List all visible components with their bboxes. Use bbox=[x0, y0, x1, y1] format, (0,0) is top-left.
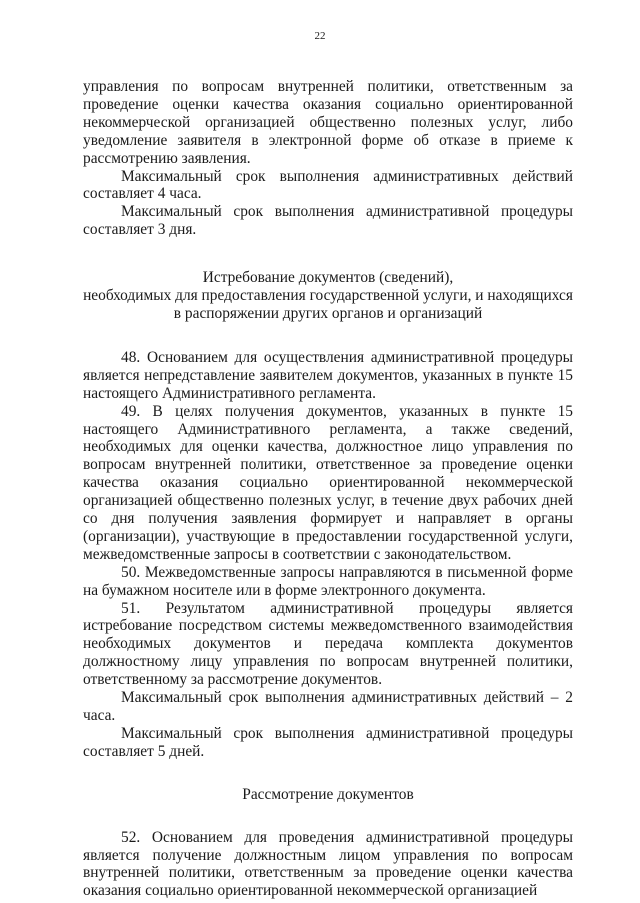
paragraph-51: 51. Результатом административной процедуры является истребование посредством системы межведомственного взаимодействия необходимых документов и передача комплекта документов должностному лицу управления по вопросам внутренней политики, ответственному за рассмотрение документов. bbox=[83, 599, 573, 689]
spacer bbox=[83, 761, 573, 786]
heading-line: в распоряжении других органов и организаций bbox=[173, 304, 483, 322]
paragraph-49: 49. В целях получения документов, указанных в пункте 15 настоящего Административного регламента, а также сведений, необходимых для оценки качества, должностное лицо управления по вопросам внутренней политики, ответственное за проведение оценки качества оказания социально ориентированной некоммерческой организацией общественно полезных услуг, в течение двух рабочих дней со дня получения заявления формирует и направляет в органы (организации), участвующие в предоставлении государственной услуги, межведомственные запросы в соответствии с законодательством. bbox=[83, 402, 573, 563]
paragraph-51-procedure-deadline: Максимальный срок выполнения административной процедуры составляет 5 дней. bbox=[83, 724, 573, 760]
page-body bbox=[83, 78, 573, 900]
page-number: 22 bbox=[314, 30, 326, 42]
paragraph-52: 52. Основанием для проведения административной процедуры является получение должностным лицом управления по вопросам внутренней политики, ответственным за проведение оценки качества оказания социально ориентированной некоммерческой организацией bbox=[83, 828, 573, 900]
heading-line: необходимых для предоставления государственной услуги, и находящихся bbox=[83, 287, 573, 305]
heading-line: Истребование документов (сведений), bbox=[202, 269, 454, 287]
section-heading-documents-request bbox=[83, 269, 573, 323]
spacer bbox=[83, 239, 573, 269]
spacer bbox=[83, 804, 573, 829]
paragraph-48: 48. Основанием для осуществления административной процедуры является непредставление заявителем документов, указанных в пункте 15 настоящего Административного регламента. bbox=[83, 348, 573, 402]
paragraph-procedure-deadline: Максимальный срок выполнения административной процедуры составляет 3 дня. bbox=[83, 203, 573, 239]
spacer bbox=[83, 323, 573, 349]
paragraph-continuation: управления по вопросам внутренней политики, ответственным за проведение оценки качества оказания социально ориентированной некоммерческой организацией общественно полезных услуг, либо уведомление заявителя в электронной форме об отказе в приеме к рассмотрению заявления. bbox=[83, 78, 573, 167]
section-heading-documents-review: Рассмотрение документов bbox=[242, 785, 414, 803]
paragraph-50: 50. Межведомственные запросы направляются в письменной форме на бумажном носителе или в форме электронного документа. bbox=[83, 563, 573, 599]
paragraph-action-deadline: Максимальный срок выполнения административных действий составляет 4 часа. bbox=[83, 167, 573, 203]
paragraph-51-action-deadline: Максимальный срок выполнения административных действий – 2 часа. bbox=[83, 689, 573, 724]
